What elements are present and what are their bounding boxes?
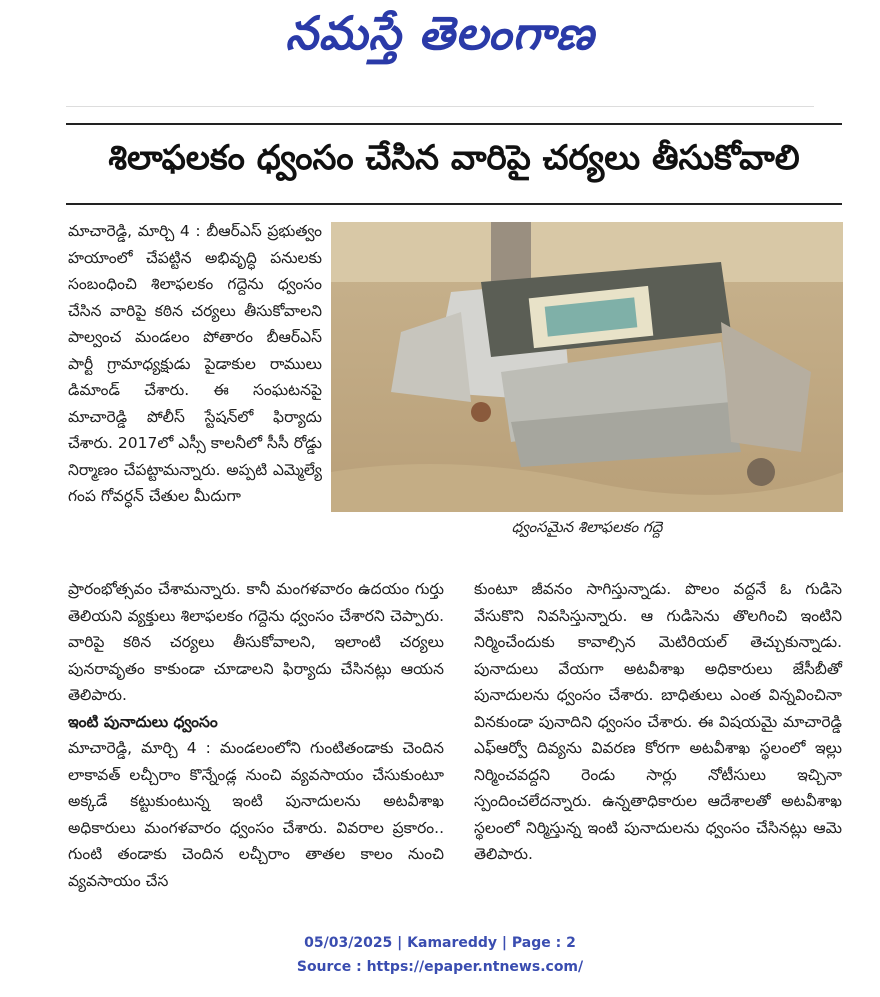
headline: శిలాఫలకం ధ్వంసం చేసిన వారిపై చర్యలు తీసుకోవాలి <box>108 138 800 178</box>
article-column-left <box>68 218 322 510</box>
article-body-continued: ప్రారంభోత్సవం చేశామన్నారు. కానీ మంగళవారం ఉదయం గుర్తు తెలియని వ్యక్తులు శిలాఫలకం గద్దెను ధ్వంసం చేశారని చెప్పారు. వారిపై కఠిన చర్యలు తీసుకోవాలని, ఇలాంటి చర్యలు పునరావృతం కాకుండా చూడాలని ఫిర్యాదు చేసినట్లు ఆయన తెలిపారు. <box>68 580 444 704</box>
second-article-continued: కుంటూ జీవనం సాగిస్తున్నాడు. పొలం వద్దనే ఓ గుడిసె వేసుకొని నివసిస్తున్నారు. ఆ గుడిసెను తొలగించి ఇంటిని నిర్మించేందుకు కావాల్సిన మెటిరియల్ తెచ్చుకున్నాడు. పునాదులు వేయగా అటవీశాఖ అధికారులు జేసీబీతో పునాదులను ధ్వంసం చేశారు. బాధితులు ఎంత విన్నవించినా వినకుండా పునాదిని ధ్వంసం చేశారు. ఈ విషయమై మాచారెడ్డి ఎఫ్ఆర్వో దివ్యను వివరణ కోరగా అటవీశాఖ స్థలంలో ఇల్లు నిర్మించవద్దని రెండు సార్లు నోటీసులు ఇచ్చినా స్పందించలేదన్నారు. ఉన్నతాధికారుల ఆదేశాలతో అటవీశాఖ స్థలంలో నిర్మిస్తున్న ఇంటి పునాదులను ధ్వంసం చేసినట్లు ఆమె తెలిపారు. <box>474 580 842 863</box>
headline-rule-top <box>66 123 842 125</box>
news-photo <box>331 222 843 512</box>
photo-caption: ధ్వంసమైన శిలాఫలకం గద్దె <box>511 518 663 536</box>
article-column-bottom-right <box>474 576 842 868</box>
adjacent-column-fragment <box>0 100 14 700</box>
footer-date-edition: 05/03/2025 | Kamareddy | Page : 2 <box>304 935 576 951</box>
footer-source: Source : https://epaper.ntnews.com/ <box>296 959 584 975</box>
newspaper-masthead: నమస్తే తెలంగాణ <box>285 6 595 60</box>
broken-plaque-photo <box>331 222 843 512</box>
article-column-bottom-left <box>68 576 444 894</box>
section-subhead: ఇంటి పునాదులు ధ్వంసం <box>68 712 218 731</box>
second-article-body: మాచారెడ్డి, మార్చి 4 : మండలంలోని గుంటితండాకు చెందిన లాకావత్ లచ్చీరాం కొన్నేండ్ల నుంచి వ్యవసాయం చేసుకుంటూ అక్కడే కట్టుకుంటున్న ఇంటి పునాదులను అటవీశాఖ అధికారులు మంగళవారం ధ్వంసం చేశారు. వివరాల ప్రకారం.. గుంటి తండాకు చెందిన లచ్చీరాం తాతల కాలం నుంచి వ్యవసాయం చేస <box>68 739 444 890</box>
headline-rule-bottom <box>66 203 842 205</box>
top-divider <box>66 98 814 107</box>
article-body: మాచారెడ్డి, మార్చి 4 : బీఆర్ఎస్ ప్రభుత్వం హయాంలో చేపట్టిన అభివృద్ధి పనులకు సంబంధించి శిలాఫలకం గద్దెను ధ్వంసం చేసిన వారిపై కఠిన చర్యలు తీసుకోవాలని పాల్వంచ మండలం పోతారం బీఆర్ఎస్ పార్టీ గ్రామాధ్యక్షుడు పైడాకుల రాములు డిమాండ్ చేశారు. ఈ సంఘటనపై మాచారెడ్డి పోలీస్ స్టేషన్‌లో ఫిర్యాదు చేశారు. 2017లో ఎస్సీ కాలనీలో సీసీ రోడ్డు నిర్మాణం చేపట్టామన్నారు. అప్పటి ఎమ్మెల్యే గంప గోవర్ధన్ చేతుల మీదుగా <box>68 222 322 505</box>
